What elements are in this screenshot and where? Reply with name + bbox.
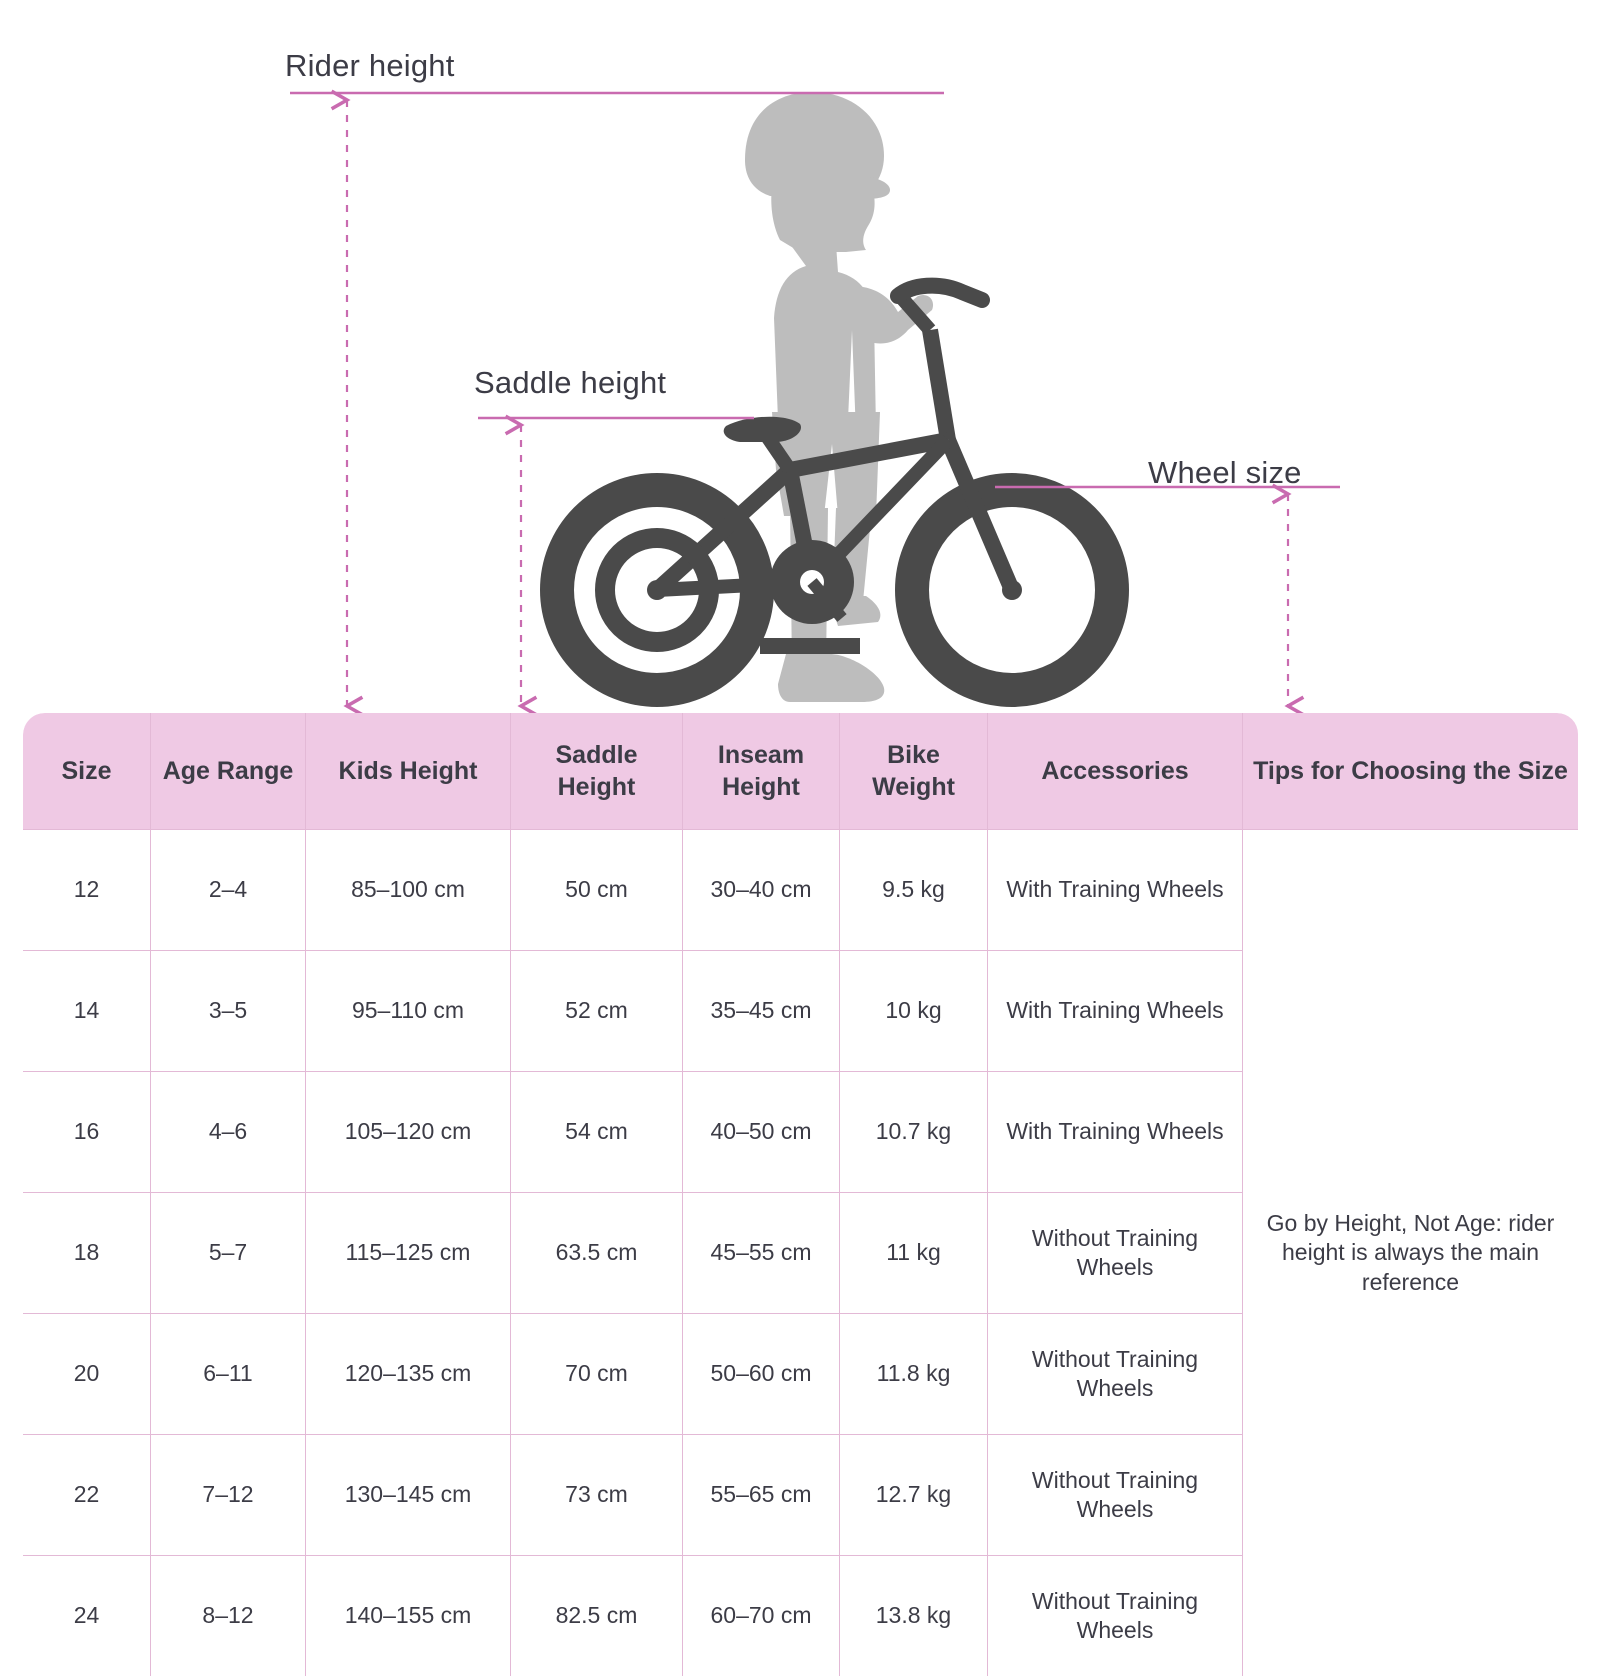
cell-inseam-height: 55–65 cm: [683, 1435, 840, 1556]
cell-bike-weight: 13.8 kg: [840, 1556, 988, 1677]
cell-accessories: With Training Wheels: [988, 1072, 1243, 1193]
cell-age: 5–7: [151, 1193, 306, 1314]
cell-saddle-height: 73 cm: [511, 1435, 683, 1556]
cell-age: 6–11: [151, 1314, 306, 1435]
cell-inseam-height: 60–70 cm: [683, 1556, 840, 1677]
cell-kids-height: 95–110 cm: [306, 951, 511, 1072]
cell-bike-weight: 11.8 kg: [840, 1314, 988, 1435]
cell-inseam-height: 40–50 cm: [683, 1072, 840, 1193]
cell-size: 14: [23, 951, 151, 1072]
cell-age: 8–12: [151, 1556, 306, 1677]
header-saddle-height: Saddle Height: [511, 713, 683, 830]
saddle-height-label: Saddle height: [474, 365, 667, 400]
cell-tips: Go by Height, Not Age: rider height is always the main reference: [1243, 830, 1579, 1677]
cell-age: 7–12: [151, 1435, 306, 1556]
cell-accessories: With Training Wheels: [988, 830, 1243, 951]
cell-accessories: With Training Wheels: [988, 951, 1243, 1072]
cell-bike-weight: 10 kg: [840, 951, 988, 1072]
header-kids-height: Kids Height: [306, 713, 511, 830]
header-bike-weight: Bike Weight: [840, 713, 988, 830]
wheel-size-label: Wheel size: [1148, 455, 1302, 490]
cell-age: 2–4: [151, 830, 306, 951]
cell-kids-height: 140–155 cm: [306, 1556, 511, 1677]
cell-size: 24: [23, 1556, 151, 1677]
cell-saddle-height: 54 cm: [511, 1072, 683, 1193]
cell-saddle-height: 50 cm: [511, 830, 683, 951]
cell-bike-weight: 11 kg: [840, 1193, 988, 1314]
cell-size: 12: [23, 830, 151, 951]
cell-size: 16: [23, 1072, 151, 1193]
illustration-graphics: [0, 0, 1600, 720]
header-accessories: Accessories: [988, 713, 1243, 830]
cell-accessories: Without Training Wheels: [988, 1314, 1243, 1435]
header-tips: Tips for Choosing the Size: [1243, 713, 1579, 830]
header-size: Size: [23, 713, 151, 830]
cell-kids-height: 105–120 cm: [306, 1072, 511, 1193]
cell-inseam-height: 45–55 cm: [683, 1193, 840, 1314]
size-chart-table: [22, 712, 1579, 1677]
cell-saddle-height: 63.5 cm: [511, 1193, 683, 1314]
cell-inseam-height: 30–40 cm: [683, 830, 840, 951]
cell-age: 3–5: [151, 951, 306, 1072]
cell-kids-height: 130–145 cm: [306, 1435, 511, 1556]
table-header-row: [23, 713, 1579, 830]
cell-size: 20: [23, 1314, 151, 1435]
cell-kids-height: 115–125 cm: [306, 1193, 511, 1314]
cell-bike-weight: 12.7 kg: [840, 1435, 988, 1556]
cell-age: 4–6: [151, 1072, 306, 1193]
bike-sizing-illustration: [0, 0, 1600, 720]
cell-accessories: Without Training Wheels: [988, 1435, 1243, 1556]
size-chart-container: [22, 712, 1578, 1677]
cell-saddle-height: 52 cm: [511, 951, 683, 1072]
table-row: [23, 830, 1579, 951]
header-age-range: Age Range: [151, 713, 306, 830]
cell-saddle-height: 70 cm: [511, 1314, 683, 1435]
header-inseam-height: Inseam Height: [683, 713, 840, 830]
cell-inseam-height: 50–60 cm: [683, 1314, 840, 1435]
cell-size: 18: [23, 1193, 151, 1314]
cell-accessories: Without Training Wheels: [988, 1556, 1243, 1677]
cell-bike-weight: 10.7 kg: [840, 1072, 988, 1193]
cell-kids-height: 120–135 cm: [306, 1314, 511, 1435]
cell-bike-weight: 9.5 kg: [840, 830, 988, 951]
cell-accessories: Without Training Wheels: [988, 1193, 1243, 1314]
cell-saddle-height: 82.5 cm: [511, 1556, 683, 1677]
cell-size: 22: [23, 1435, 151, 1556]
cell-inseam-height: 35–45 cm: [683, 951, 840, 1072]
rider-height-label: Rider height: [285, 48, 455, 83]
cell-kids-height: 85–100 cm: [306, 830, 511, 951]
